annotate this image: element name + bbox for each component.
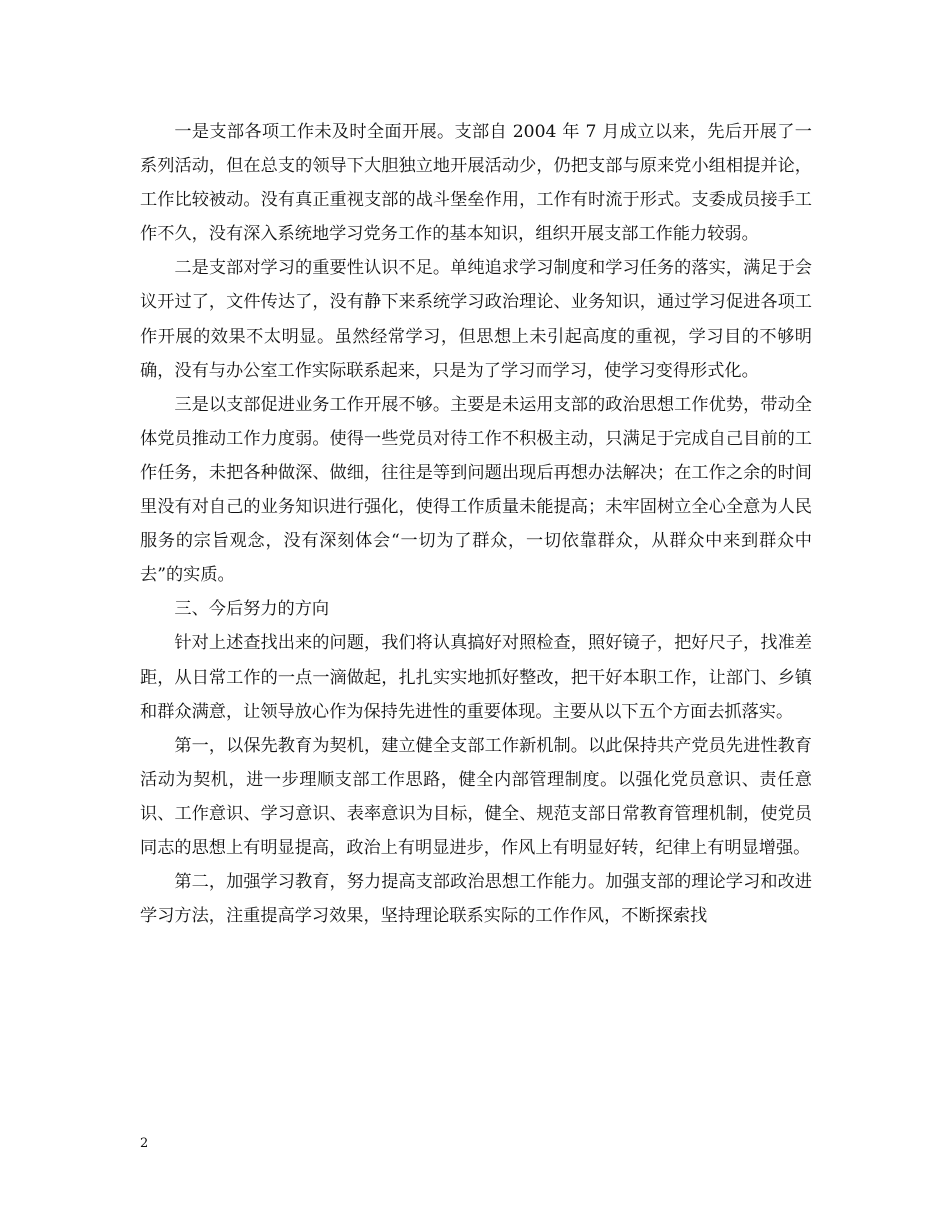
paragraph-measure-2: 第二，加强学习教育，努力提高支部政治思想工作能力。加强支部的理论学习和改进学习方法，注重提高学习效果，坚持理论联系实际的工作作风，不断探索找 bbox=[140, 872, 812, 927]
paragraph-intro-measures: 针对上述查找出来的问题，我们将认真搞好对照检查，照好镜子，把好尺子，找准差距，从日常工作的一点一滴做起，扎扎实实地抓好整改，把干好本职工作，让部门、乡镇和群众满意，让领导放心作为保持先进性的重要体现。主要从以下五个方面去抓落实。 bbox=[140, 633, 812, 722]
paragraph-measure-1: 第一，以保先教育为契机，建立健全支部工作新机制。以此保持共产党员先进性教育活动为契机，进一步理顺支部工作思路，健全内部管理制度。以强化党员意识、责任意识、工作意识、学习意识、表率意识为目标，健全、规范支部日常教育管理机制，使党员同志的思想上有明显提高，政治上有明显进步，作风上有明显好转，纪律上有明显增强。 bbox=[140, 735, 812, 858]
body-text bbox=[140, 115, 812, 933]
section-heading-direction: 三、今后努力的方向 bbox=[174, 599, 330, 620]
page-number: 2 bbox=[140, 1136, 149, 1151]
paragraph-weakness-1: 一是支部各项工作未及时全面开展。支部自 2004 年 7 月成立以来，先后开展了一系列活动，但在总支的领导下大胆独立地开展活动少，仍把支部与原来党小组相提并论，工作比较被动。没有真正重视支部的战斗堡垒作用，工作有时流于形式。支委成员接手工作不久，没有深入系统地学习党务工作的基本知识，组织开展支部工作能力较弱。 bbox=[140, 122, 812, 245]
paragraph-weakness-2: 二是支部对学习的重要性认识不足。单纯追求学习制度和学习任务的落实，满足于会议开过了，文件传达了，没有静下来系统学习政治理论、业务知识，通过学习促进各项工作开展的效果不太明显。虽然经常学习，但思想上未引起高度的重视，学习目的不够明确，没有与办公室工作实际联系起来，只是为了学习而学习，使学习变得形式化。 bbox=[140, 258, 812, 381]
paragraph-weakness-3: 三是以支部促进业务工作开展不够。主要是未运用支部的政治思想工作优势，带动全体党员推动工作力度弱。使得一些党员对待工作不积极主动，只满足于完成自己目前的工作任务，未把各种做深、做细，往往是等到问题出现后再想办法解决；在工作之余的时间里没有对自己的业务知识进行强化，使得工作质量未能提高；未牢固树立全心全意为人民服务的宗旨观念，没有深刻体会“一切为了群众，一切依靠群众，从群众中来到群众中去”的实质。 bbox=[140, 394, 812, 586]
